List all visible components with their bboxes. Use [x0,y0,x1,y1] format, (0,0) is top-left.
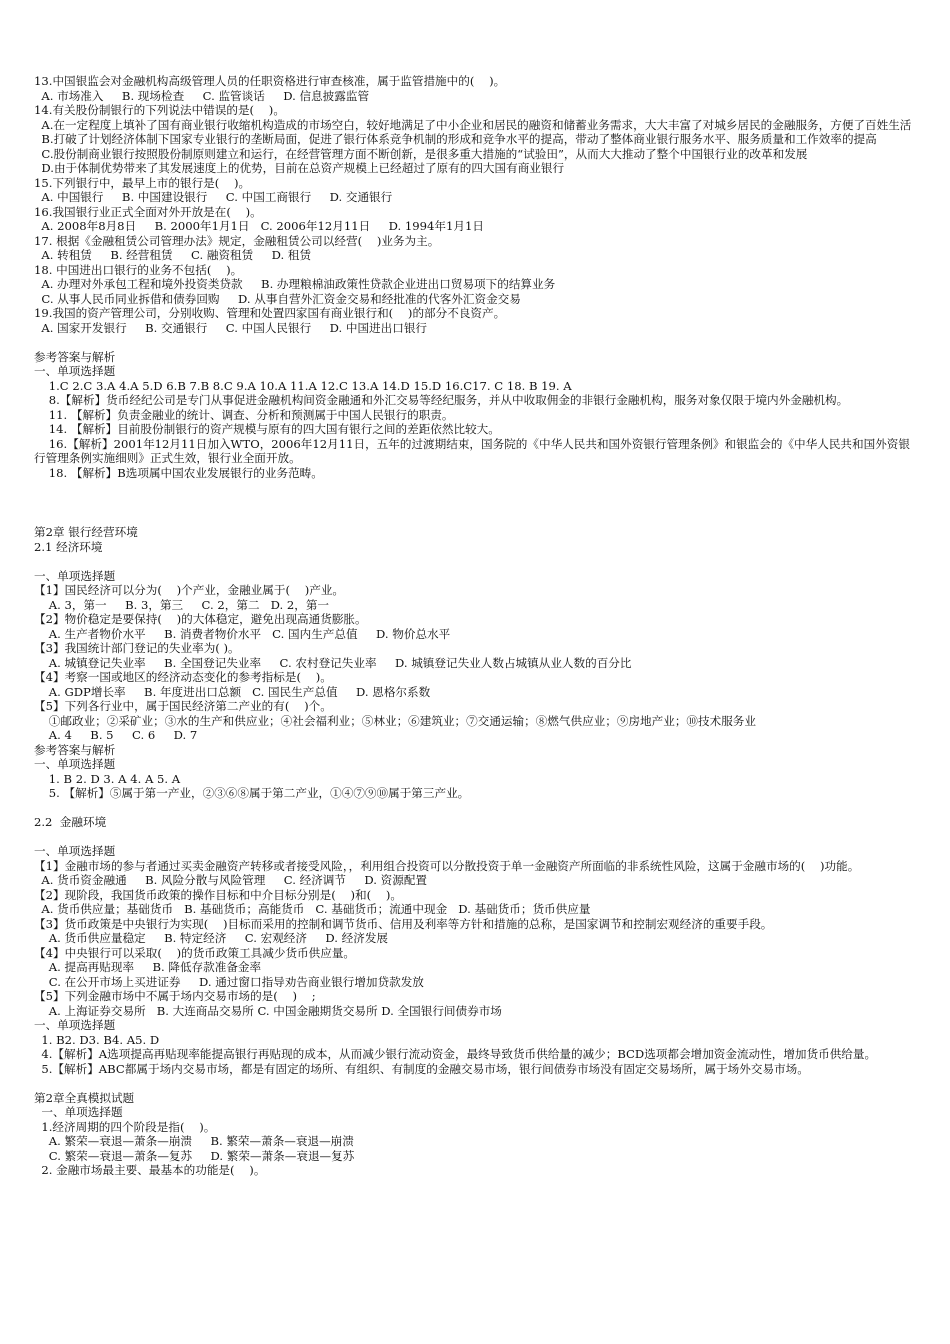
section-mock-exam [34,1091,914,1178]
text-line: D.由于体制优势带来了其发展速度上的优势，目前在总资产规模上已经超过了原有的四大国有商业银行 [34,161,565,175]
text-line: C. 繁荣—衰退—萧条—复苏 D. 繁荣—萧条—衰退—复苏 [34,1148,355,1163]
text-line: 11. 【解析】负责金融业的统计、调查、分析和预测属于中国人民银行的职责。 [34,407,454,422]
text-line: C. 在公开市场上买进证券 D. 通过窗口指导劝告商业银行增加贷款发放 [34,974,424,989]
text-line: 5.【解析】ABC都属于场内交易市场，都是有固定的场所、有组织、有制度的金融交易市场，银行间债券市场没有固定交易场所，属于场外交易市场。 [34,1061,809,1076]
text-line: 【3】货币政策是中央银行为实现( )目标而采用的控制和调节货币、信用及利率等方针和措施的总称，是国家调节和控制宏观经济的重要手段。 [34,916,773,931]
text-line: C.股份制商业银行按照股份制原则建立和运行，在经营管理方面不断创新，是很多重大措施的“试验田”，从而大大推动了整个中国银行业的改革和发展 [34,146,808,161]
text-line: A. 城镇登记失业率 B. 全国登记失业率 C. 农村登记失业率 D. 城镇登记失业人数占城镇从业人数的百分比 [34,655,632,670]
text-line: A. 上海证券交易所 B. 大连商品交易所 C. 中国金融期货交易所 D. 全国银行间债券市场 [34,1003,502,1018]
text-line: 第2章 银行经营环境 [34,525,138,539]
text-line: 【4】中央银行可以采取( )的货币政策工具减少货币供应量。 [34,945,356,960]
text-line: A. 转租赁 B. 经营租赁 C. 融资租赁 D. 租赁 [34,248,312,262]
text-line: A. 货币资金融通 B. 风险分散与风险管理 C. 经济调节 D. 资源配置 [34,873,428,887]
text-line: 18. 中国进出口银行的业务不包括( )。 [34,262,243,277]
text-line: A. 生产者物价水平 B. 消费者物价水平 C. 国内生产总值 D. 物价总水平 [34,626,451,641]
section-bank-system-questions [34,74,914,335]
text-line: 1. B2. D3. B4. A5. D [34,1032,160,1047]
spacer [34,335,914,350]
text-line: A. 4 B. 5 C. 6 D. 7 [34,728,198,742]
text-line: 第2章全真模拟试题 [34,1090,135,1105]
text-line: 2.2 金融环境 [34,815,107,829]
text-line: 一、单项选择题 [34,364,116,378]
text-line: 8.【解析】货币经纪公司是专门从事促进金融机构间资金融通和外汇交易等经纪服务，并从中收取佣金的非银行金融机构，服务对象仅限于境内外金融机构。 [34,393,849,407]
text-line: 一、单项选择题 [34,568,116,583]
section-financial-environment-heading [34,815,914,830]
text-line: 一、单项选择题 [34,844,116,858]
text-line: A. 货币供应量稳定 B. 特定经济 C. 宏观经济 D. 经济发展 [34,931,389,945]
text-line: A. 3，第一 B. 3，第三 C. 2，第二 D. 2，第一 [34,597,330,612]
text-line: 14.有关股份制银行的下列说法中错误的是( )。 [34,103,285,117]
text-line: 【5】下列各行业中，属于国民经济第二产业的有( )个。 [34,699,332,713]
text-line: 【1】国民经济可以分为( )个产业，金融业属于( )产业。 [34,583,345,597]
text-line: A. 国家开发银行 B. 交通银行 C. 中国人民银行 D. 中国进出口银行 [34,320,428,335]
text-line: 1. B 2. D 3. A 4. A 5. A [34,771,181,786]
text-line: 5. 【解析】⑤属于第一产业，②③⑥⑧属于第二产业，①④⑦⑨⑩属于第三产业。 [34,786,470,800]
text-line: 19.我国的资产管理公司，分别收购、管理和处置四家国有商业银行和( )的部分不良资产。 [34,306,506,320]
text-line: 17. 根据《金融租赁公司管理办法》规定，金融租赁公司以经营( )业务为主。 [34,233,440,248]
text-line: A. 货币供应量；基础货币 B. 基础货币；高能货币 C. 基础货币；流通中现金 D. 基础货币；货币供应量 [34,902,591,916]
section-financial-environment [34,844,914,1076]
text-line: 【2】物价稳定是要保持( )的大体稳定，避免出现高通货膨胀。 [34,612,367,626]
text-line: 【1】金融市场的参与者通过买卖金融资产转移或者接受风险，，利用组合投资可以分散投资于单一金融资产所面临的非系统性风险，这属于金融市场的( )功能。 [34,858,860,873]
text-line: A. 提高再贴现率 B. 降低存款准备金率 [34,960,262,974]
text-line: 【3】我国统计部门登记的失业率为( )。 [34,641,240,655]
text-line: ①邮政业；②采矿业；③水的生产和供应业；④社会福利业；⑤林业；⑥建筑业；⑦交通运输；⑧燃气供应业；⑨房地产业；⑩技术服务业 [34,713,756,728]
spacer [34,480,914,525]
text-line: 2. 金融市场最主要、最基本的功能是( )。 [34,1163,266,1177]
text-line: A. GDP增长率 B. 年度进出口总额 C. 国民生产总值 D. 恩格尔系数 [34,684,431,699]
text-line: 2.1 经济环境 [34,539,103,554]
text-line: C. 从事人民币同业拆借和债券回购 D. 从事自营外汇资金交易和经批准的代客外汇资金交易 [34,291,521,306]
spacer [34,801,914,816]
text-line: B.打破了计划经济体制下国家专业银行的垄断局面，促进了银行体系竞争机制的形成和竞争水平的提高，带动了整体商业银行服务水平、服务质量和工作效率的提高 [34,132,877,146]
section-chapter-2-heading [34,525,914,554]
text-line: 16.【解析】2001年12月11日加入WTO，2006年12月11日，五年的过渡期结束，国务院的《中华人民共和国外资银行管理条例》和银监会的《中华人民共和国外资银行管理条例实施细则》正式生效，银行业全面开放。 [34,436,910,465]
text-line: A. 市场准入 B. 现场检查 C. 监管谈话 D. 信息披露监管 [34,88,370,103]
text-line: 4.【解析】A选项提高再贴现率能提高银行再贴现的成本，从而减少银行流动资金，最终导致货币供给量的减少；BCD选项都会增加资金流动性，增加货币供给量。 [34,1047,877,1061]
text-line: A. 办理对外承包工程和境外投资类贷款 B. 办理粮棉油政策性贷款企业进出口贸易项下的结算业务 [34,277,556,291]
document-page [34,74,914,1178]
text-line: 一、单项选择题 [34,1018,116,1032]
text-line: 【2】现阶段，我国货币政策的操作目标和中介目标分别是( )和( )。 [34,887,402,902]
text-line: 1.经济周期的四个阶段是指( )。 [34,1119,216,1134]
text-line: A. 繁荣—衰退—萧条—崩溃 B. 繁荣—萧条—衰退—崩溃 [34,1134,354,1148]
text-line: A. 中国银行 B. 中国建设银行 C. 中国工商银行 D. 交通银行 [34,190,393,204]
text-line: 参考答案与解析 [34,349,116,364]
text-line: 15.下列银行中，最早上市的银行是( )。 [34,175,251,190]
spacer [34,1076,914,1091]
text-line: 【4】考察一国或地区的经济动态变化的参考指标是( )。 [34,670,332,684]
text-line: A.在一定程度上填补了国有商业银行收缩机构造成的市场空白，较好地满足了中小企业和居民的融资和储蓄业务需求，大大丰富了对城乡居民的金融服务，方便了百姓生活 [34,117,912,132]
text-line: 16.我国银行业正式全面对外开放是在( )。 [34,204,262,219]
text-line: 参考答案与解析 [34,742,116,757]
text-line: 13.中国银监会对金融机构高级管理人员的任职资格进行审查核准，属于监管措施中的( )。 [34,74,506,88]
spacer [34,554,914,569]
text-line: A. 2008年8月8日 B. 2000年1月1日 C. 2006年12月11日 D. 1994年1月1日 [34,219,484,233]
text-line: 14. 【解析】目前股份制银行的资产规模与原有的四大国有银行之间的差距依然比较大。 [34,422,500,436]
spacer [34,830,914,845]
section-answers-bank-system [34,350,914,481]
text-line: 【5】下列金融市场中不属于场内交易市场的是( ) ; [34,989,316,1003]
text-line: 一、单项选择题 [34,757,116,771]
text-line: 一、单项选择题 [34,1105,123,1119]
text-line: 1.C 2.C 3.A 4.A 5.D 6.B 7.B 8.C 9.A 10.A 11.A 12.C 13.A 14.D 15.D 16.C17. C 18. B 19. A [34,378,572,393]
text-line: 18. 【解析】B选项属中国农业发展银行的业务范畴。 [34,465,323,480]
section-economic-environment [34,569,914,801]
